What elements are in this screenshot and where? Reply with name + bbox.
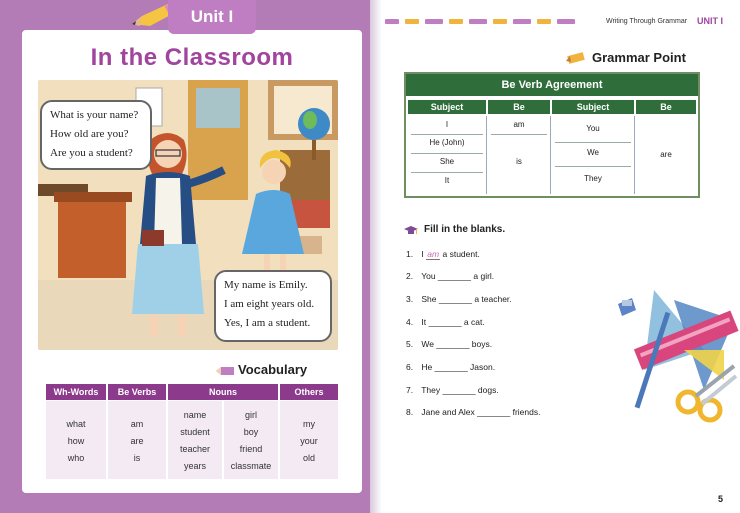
vocab-column-others [280, 401, 338, 479]
exercise-text: Jane and Alex _______ friends. [421, 407, 541, 417]
vocab-word: boy [243, 427, 259, 437]
be-column-singular [488, 116, 551, 194]
board-title: Be Verb Agreement [406, 74, 698, 96]
pencil-row-icon [385, 16, 590, 26]
teacher-line-3: Are you a student? [50, 147, 133, 159]
be-verb-agreement-board [404, 72, 700, 198]
table-header-subject: Subject [552, 100, 634, 114]
classroom-illustration [38, 80, 338, 350]
page-gutter [370, 0, 382, 513]
vocab-word: girl [244, 410, 257, 420]
vocab-word: your [300, 436, 318, 446]
vocab-word: are [130, 436, 144, 446]
vocab-word: teacher [179, 444, 211, 454]
fill-in-the-blanks-heading: Fill in the blanks. [424, 224, 506, 235]
exercise-text: I [421, 249, 424, 259]
student-speech-bubble [214, 270, 332, 342]
page-number: 5 [718, 494, 724, 504]
vocab-word: name [183, 410, 207, 420]
pencil-icon [216, 366, 236, 376]
exercise-text: They _______ dogs. [421, 385, 499, 395]
table-cell: I [445, 120, 449, 129]
vocab-column-nouns-b [224, 401, 278, 479]
table-cell: He (John) [429, 138, 465, 147]
vocab-header-others: Others [280, 384, 338, 400]
exercise-text: He _______ Jason. [421, 362, 496, 372]
running-unit: UNIT I [697, 16, 723, 26]
vocab-header-be-verbs: Be Verbs [108, 384, 166, 400]
vocab-word: what [66, 419, 86, 429]
subject-column-singular [408, 116, 487, 194]
table-header-subject: Subject [408, 100, 486, 114]
vocab-word: years [183, 461, 206, 471]
exercise-item-3[interactable] [406, 294, 512, 304]
table-cell: We [587, 148, 599, 157]
exercise-item-8[interactable] [406, 407, 540, 417]
table-cell: She [439, 157, 455, 166]
exercise-number: 6. [406, 362, 414, 372]
exercise-item-2[interactable] [406, 271, 494, 281]
exercise-item-1 [406, 249, 480, 260]
vocab-column-be-verbs [108, 401, 166, 479]
table-cell: am [513, 120, 525, 129]
vocab-column-wh-words [46, 401, 106, 479]
exercise-number: 5. [406, 339, 414, 349]
table-cell: They [584, 174, 602, 183]
student-line-2: I am eight years old. [224, 298, 315, 310]
vocabulary-table [46, 384, 338, 480]
vocab-word: classmate [230, 461, 272, 471]
exercise-number: 1. [406, 249, 414, 259]
page-title: In the Classroom [90, 44, 294, 71]
exercise-number: 8. [406, 407, 414, 417]
school-supplies-illustration [614, 280, 740, 440]
vocab-word: my [303, 419, 315, 429]
vocab-word: is [133, 453, 141, 463]
exercise-number: 2. [406, 271, 414, 281]
running-head: Writing Through Grammar [606, 18, 688, 25]
vocab-column-nouns-a [168, 401, 222, 479]
exercise-number: 7. [406, 385, 414, 395]
exercise-text: She _______ a teacher. [421, 294, 512, 304]
vocab-header-wh-words: Wh-Words [46, 384, 106, 400]
vocab-word: friend [239, 444, 263, 454]
vocab-word: am [130, 419, 144, 429]
exercise-item-5[interactable] [406, 339, 492, 349]
table-header-be: Be [636, 100, 696, 114]
student-line-3: Yes, I am a student. [224, 317, 311, 329]
subject-column-plural [552, 116, 635, 194]
grammar-point-heading: Grammar Point [592, 50, 686, 65]
exercise-text: It _______ a cat. [421, 317, 485, 327]
teacher-line-1: What is your name? [50, 109, 139, 121]
student-line-1: My name is Emily. [224, 279, 308, 291]
table-cell: You [586, 124, 600, 133]
exercise-item-7[interactable] [406, 385, 499, 395]
exercise-number: 3. [406, 294, 414, 304]
exercise-item-4[interactable] [406, 317, 485, 327]
vocab-header-nouns: Nouns [168, 384, 278, 400]
example-answer: am [427, 249, 440, 259]
pencil-icon [566, 52, 586, 64]
exercise-text: You _______ a girl. [421, 271, 495, 281]
vocab-word: old [302, 453, 315, 463]
table-cell: is [516, 157, 522, 166]
table-cell: are [660, 150, 672, 159]
table-cell: It [444, 176, 450, 185]
vocab-word: who [67, 453, 85, 463]
teacher-speech-bubble [40, 100, 152, 170]
vocabulary-heading: Vocabulary [238, 362, 308, 377]
teacher-line-2: How old are you? [50, 128, 129, 140]
unit-tab: Unit I [168, 0, 256, 34]
table-header-be: Be [488, 100, 550, 114]
vocab-word: how [67, 436, 85, 446]
graduation-cap-icon [404, 225, 418, 237]
exercise-text: We _______ boys. [421, 339, 493, 349]
be-column-plural [636, 116, 696, 194]
exercise-text: a student. [442, 249, 480, 259]
exercise-number: 4. [406, 317, 414, 327]
vocab-word: student [180, 427, 210, 437]
exercise-item-6[interactable] [406, 362, 495, 372]
